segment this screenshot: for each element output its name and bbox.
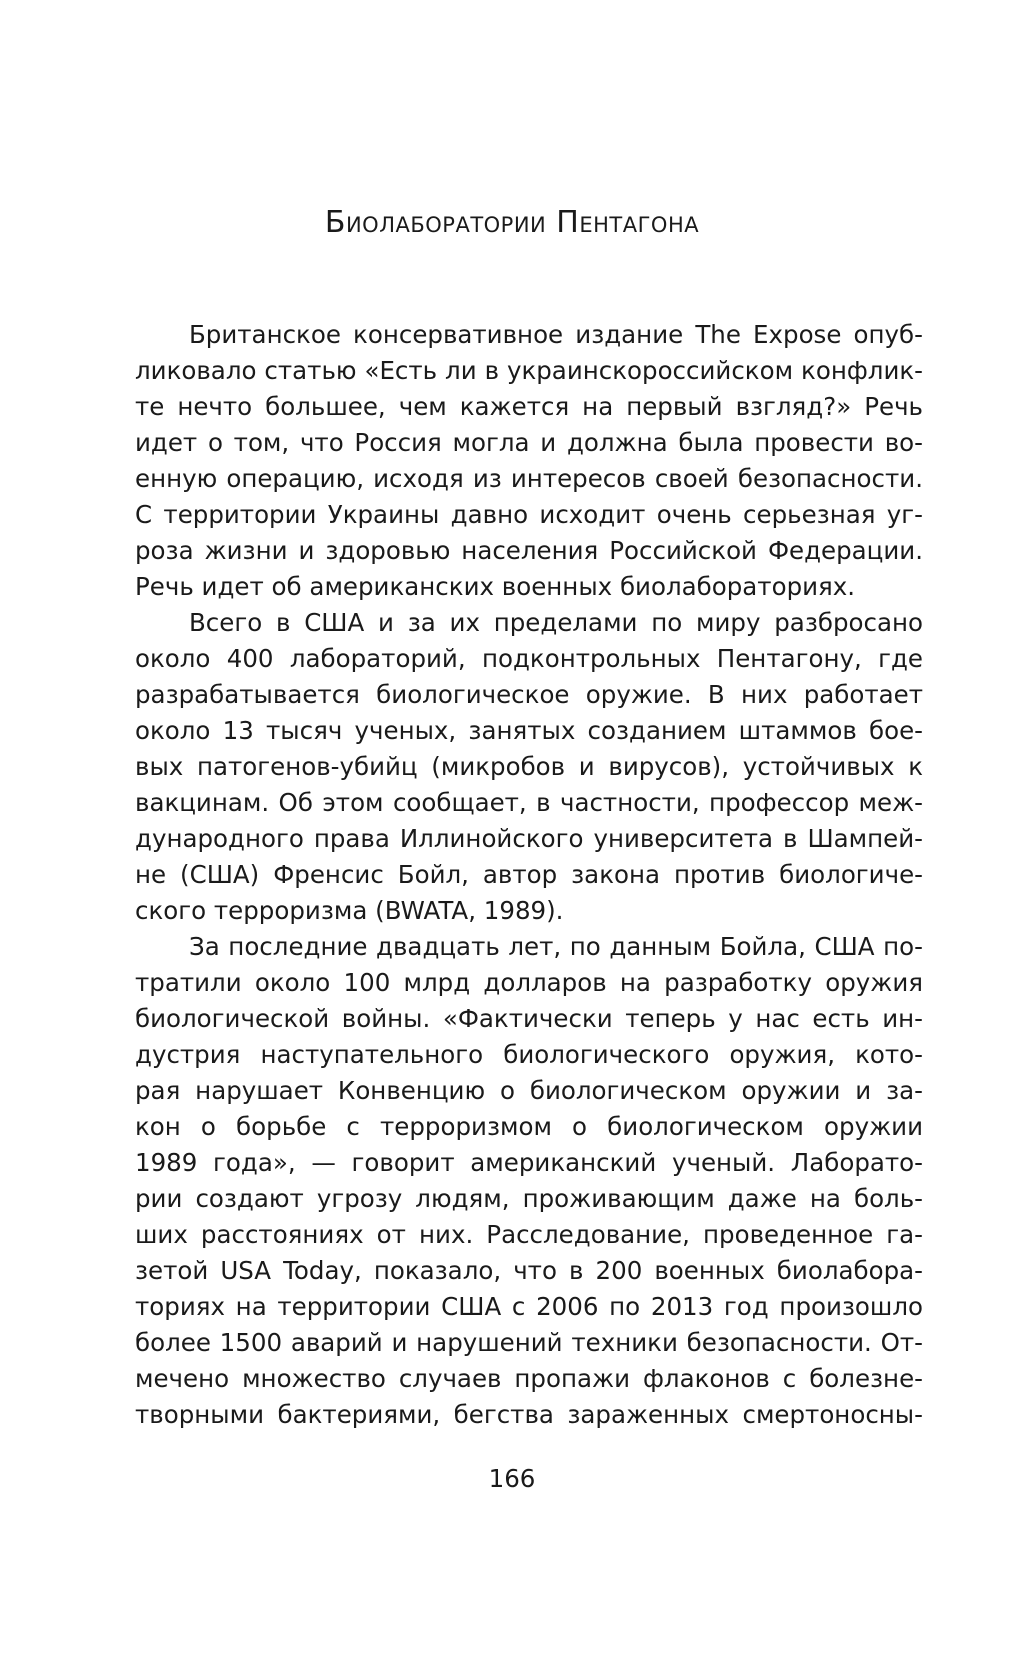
paragraph-2-line-7: дународного права Иллинойского университета в Шампей- <box>135 824 923 853</box>
page-number: 166 <box>488 1464 536 1493</box>
paragraph-3-line-2: тратили около 100 млрд долларов на разработку оружия <box>135 968 923 997</box>
paragraph-1-line-2: ликовало статью «Есть ли в украинскороссийском конфлик- <box>135 356 923 385</box>
paragraph-1-line-8: Речь идет об американских военных биолабораториях. <box>135 572 856 601</box>
paragraph-2-line-5: вых патогенов-убийц (микробов и вирусов), устойчивых к <box>135 752 923 781</box>
paragraph-2-line-6: вакцинам. Об этом сообщает, в частности, профессор меж- <box>135 788 923 817</box>
paragraph-3-line-8: рии создают угрозу людям, проживающим даже на боль- <box>135 1184 923 1213</box>
paragraph-3-line-11: ториях на территории США с 2006 по 2013 год произошло <box>135 1292 923 1321</box>
paragraph-1-line-7: роза жизни и здоровью населения Российской Федерации. <box>135 536 923 565</box>
paragraph-3-line-12: более 1500 аварий и нарушений техники безопасности. От- <box>135 1328 923 1357</box>
paragraph-3-line-6: кон о борьбе с терроризмом о биологическом оружии <box>135 1112 923 1141</box>
paragraph-2-line-1: Всего в США и за их пределами по миру разбросано <box>189 608 923 637</box>
paragraph-1-line-5: енную операцию, исходя из интересов своей безопасности. <box>135 464 923 493</box>
paragraph-2-line-9: ского терроризма (BWATA, 1989). <box>135 896 564 925</box>
paragraph-3-line-10: зетой USA Today, показало, что в 200 военных биолабора- <box>135 1256 923 1285</box>
body-text <box>135 317 923 1433</box>
paragraph-2-line-2: около 400 лабораторий, подконтрольных Пентагону, где <box>135 644 923 673</box>
paragraph-1-line-3: те нечто большее, чем кажется на первый взгляд?» Речь <box>135 392 923 421</box>
paragraph-3-line-4: дустрия наступательного биологического оружия, кото- <box>135 1040 923 1069</box>
paragraph-3-line-13: мечено множество случаев пропажи флаконов с болезне- <box>135 1364 923 1393</box>
paragraph-3-line-9: ших расстояниях от них. Расследование, проведенное га- <box>135 1220 923 1249</box>
paragraph-3-line-14: творными бактериями, бегства зараженных смертоносны- <box>135 1400 923 1429</box>
paragraph-2-line-4: около 13 тысяч ученых, занятых созданием штаммов бое- <box>135 716 923 745</box>
paragraph-3-line-1: За последние двадцать лет, по данным Бойла, США по- <box>189 932 923 961</box>
paragraph-1-line-6: С территории Украины давно исходит очень серьезная уг- <box>135 500 923 529</box>
paragraph-3-line-3: биологической войны. «Фактически теперь у нас есть ин- <box>135 1004 923 1033</box>
paragraph-3-line-7: 1989 года», — говорит американский ученый. Лаборато- <box>135 1148 923 1177</box>
paragraph-3-line-5: рая нарушает Конвенцию о биологическом оружии и за- <box>135 1076 923 1105</box>
paragraph-2-line-3: разрабатывается биологическое оружие. В них работает <box>135 680 923 709</box>
paragraph-1-line-4: идет о том, что Россия могла и должна была провести во- <box>135 428 923 457</box>
chapter-title: Биолаборатории Пентагона <box>324 205 700 240</box>
paragraph-2-line-8: не (США) Френсис Бойл, автор закона против биологиче- <box>135 860 923 889</box>
paragraph-1-line-1: Британское консервативное издание The Expose опуб- <box>189 320 923 349</box>
